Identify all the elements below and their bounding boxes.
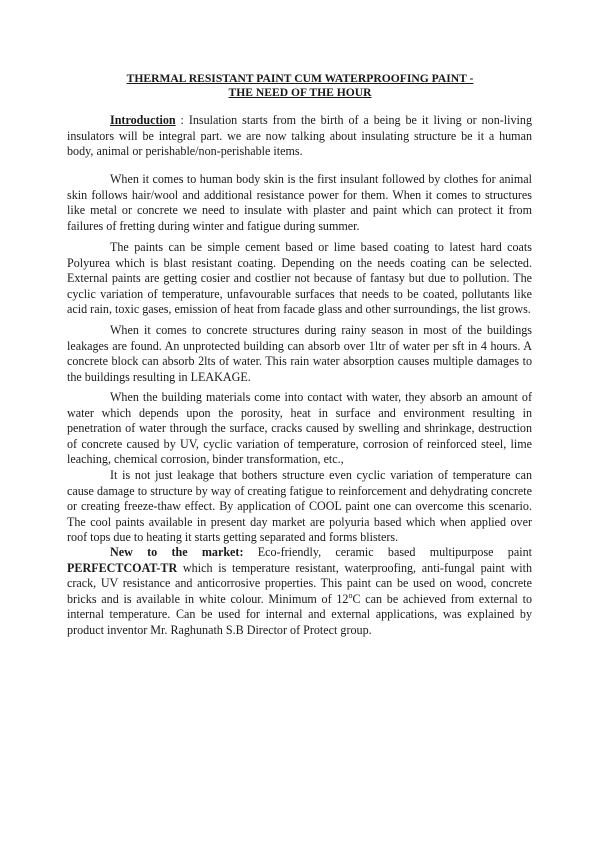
document-title — [90, 72, 510, 100]
paragraph-paints: The paints can be simple cement based or lime based coating to latest hard coats Polyurea which is blast resistant coating. Depending on the needs coating can be selected. External paints are getting cosier and costlier not because of fantasy but due to pollution. The cyclic variation of temperature, unfavourable surfaces that needs to be coated, pollutants like acid rain, toxic gases, emission of heat from facade glass and other surroundings, the list grows. — [67, 240, 532, 317]
title-line-1: THERMAL RESISTANT PAINT CUM WATERPROOFING PAINT - — [126, 72, 474, 85]
degree-symbol: o — [348, 590, 353, 600]
paragraph-human-body: When it comes to human body skin is the first insulant followed by clothes for animal skin follows hair/wool and additional resistance power for them. When it comes to structures like metal or concrete we need to insulate with plaster and paint which can protect it from failures of fretting during winter and fatigue during summer. — [67, 172, 532, 233]
market-text-b: which is temperature resistant, waterproofing, anti-fungal paint with crack, UV resistance and anticorrosive properties. This paint can be used on wood, concrete bricks and is available in white colour. Minimum of 12 — [67, 560, 532, 606]
market-label: New to the market: — [110, 545, 244, 559]
paragraph-new-to-market — [67, 545, 532, 639]
paragraph-concrete-leakage: When it comes to concrete structures during rainy season in most of the buildings leakages are found. An unprotected building can absorb over 1ltr of water per sft in 4 hours. A concrete block can absorb 2lts of water. This rain water absorption causes multiple damages to the buildings resulting in LEAKAGE. — [67, 323, 532, 384]
intro-label: Introduction — [110, 113, 176, 127]
product-name: PERFECTCOAT-TR — [67, 560, 178, 575]
intro-paragraph — [67, 113, 532, 160]
title-line-2: THE NEED OF THE HOUR — [228, 86, 372, 99]
intro-text: : Insulation starts from the birth of a being be it living or non-living insulators will be integral part. we are now talking about insulating structure be it a human body, animal or perishable/non-perishable items. — [67, 113, 532, 159]
paragraph-temperature-variation: It is not just leakage that bothers structure even cyclic variation of temperature can cause damage to structure by way of creating fatigue to reinforcement and dehydrating concrete or creating freeze-thaw effect. By application of COOL paint one can overcome this scenario. The cool paints available in present day market are polyuria based which when applied over roof tops due to heating it starts getting separated and forms blisters. — [67, 468, 532, 545]
paragraph-water-absorption: When the building materials come into contact with water, they absorb an amount of water which depends upon the porosity, heat in surface and environment resulting in penetration of water through the surface, cracks caused by swelling and shrinkage, destruction of concrete caused by UV, cyclic variation of temperature, corrosion of reinforced steel, lime leaching, chemical corrosion, binder transformation, etc., — [67, 390, 532, 467]
market-text-a: Eco-friendly, ceramic based multipurpose paint — [243, 545, 532, 559]
market-text-c: C can be achieved from external to internal temperature. Can be used for internal and external applications, was explained by product inventor Mr. Raghunath S.B Director of Protect group. — [67, 591, 532, 637]
